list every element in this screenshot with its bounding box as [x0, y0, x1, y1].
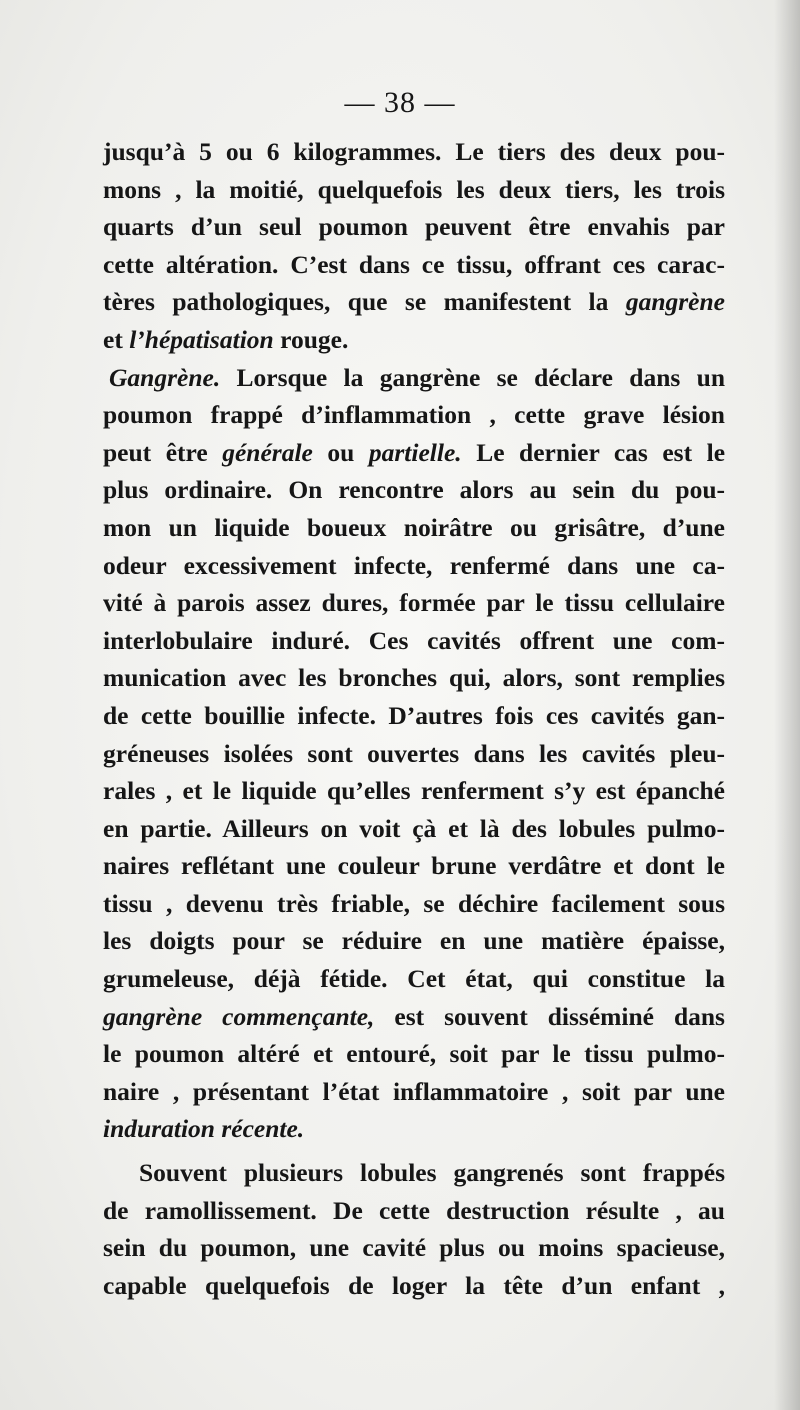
text-line: mons , la moitié, quelquefois les deux tiers, les trois	[103, 174, 725, 204]
text-line: naire , présentant l’état inflammatoire , soit par une	[103, 1076, 725, 1106]
text-line: Gangrène. Lorsque la gangrène se déclare dans un	[109, 362, 726, 392]
text-line: gangrène commençante, est souvent disséminé dans	[103, 1001, 725, 1031]
text-line	[103, 1110, 725, 1148]
text-line: de cette bouillie infecte. D’autres fois ces cavités gan-	[103, 700, 725, 730]
text-line: jusqu’à 5 ou 6 kilogrammes. Le tiers des deux pou-	[103, 137, 725, 166]
italic-term: gangrène commençante,	[103, 1001, 375, 1031]
text-line: interlobulaire induré. Ces cavités offrent une com-	[103, 625, 725, 655]
text-line: tissu , devenu très friable, se déchire facilement sous	[103, 888, 725, 918]
page-edge-shadow	[774, 0, 800, 1410]
text-line: vité à parois assez dures, formée par le tissu cellulaire	[103, 588, 725, 618]
page-number: — 38 —	[344, 86, 456, 119]
text-line: et l’hépatisation rouge.	[103, 324, 349, 354]
italic-term: partielle.	[368, 437, 462, 467]
body-text	[103, 133, 725, 1304]
text-line: capable quelquefois de loger la tête d’un enfant ,	[103, 1270, 725, 1300]
text-line: poumon frappé d’inflammation , cette grave lésion	[103, 400, 725, 430]
section-heading: Gangrène.	[109, 362, 221, 392]
text-line: odeur excessivement infecte, renfermé dans une ca-	[103, 550, 725, 580]
italic-term: l’hépatisation	[129, 324, 274, 354]
text-line: plus ordinaire. On rencontre alors au sein du pou-	[103, 475, 725, 505]
text-line: cette altération. C’est dans ce tissu, offrant ces carac-	[103, 249, 725, 279]
text-line: Souvent plusieurs lobules gangrenés sont frappés	[139, 1158, 725, 1188]
text-line: quarts d’un seul poumon peuvent être envahis par	[103, 212, 725, 242]
text-line: peut être générale ou partielle. Le dernier cas est le	[103, 437, 726, 467]
text-line: sein du poumon, une cavité plus ou moins spacieuse,	[103, 1233, 725, 1263]
text-line: gréneuses isolées sont ouvertes dans les cavités pleu-	[103, 738, 725, 768]
text-line: munication avec les bronches qui, alors, sont remplies	[103, 663, 725, 693]
italic-term: induration récente.	[103, 1114, 305, 1144]
text-line: rales , et le liquide qu’elles renferment s’y est épanché	[103, 776, 725, 806]
text-line: mon un liquide boueux noirâtre ou grisâtre, d’une	[103, 512, 725, 542]
text-line: de ramollissement. De cette destruction résulte , au	[103, 1195, 725, 1225]
text-line: tères pathologiques, que se manifestent la gangrène	[103, 287, 726, 317]
text-line: naires reflétant une couleur brune verdâtre et dont le	[103, 851, 725, 881]
text-line: en partie. Ailleurs on voit çà et là des lobules pulmo-	[103, 813, 725, 843]
text-line: les doigts pour se réduire en une matière épaisse,	[103, 926, 725, 956]
italic-term: générale	[222, 437, 313, 467]
text-line: grumeleuse, déjà fétide. Cet état, qui constitue la	[103, 964, 725, 994]
text-line: le poumon altéré et entouré, soit par le tissu pulmo-	[103, 1039, 725, 1069]
italic-term: gangrène	[625, 287, 726, 317]
